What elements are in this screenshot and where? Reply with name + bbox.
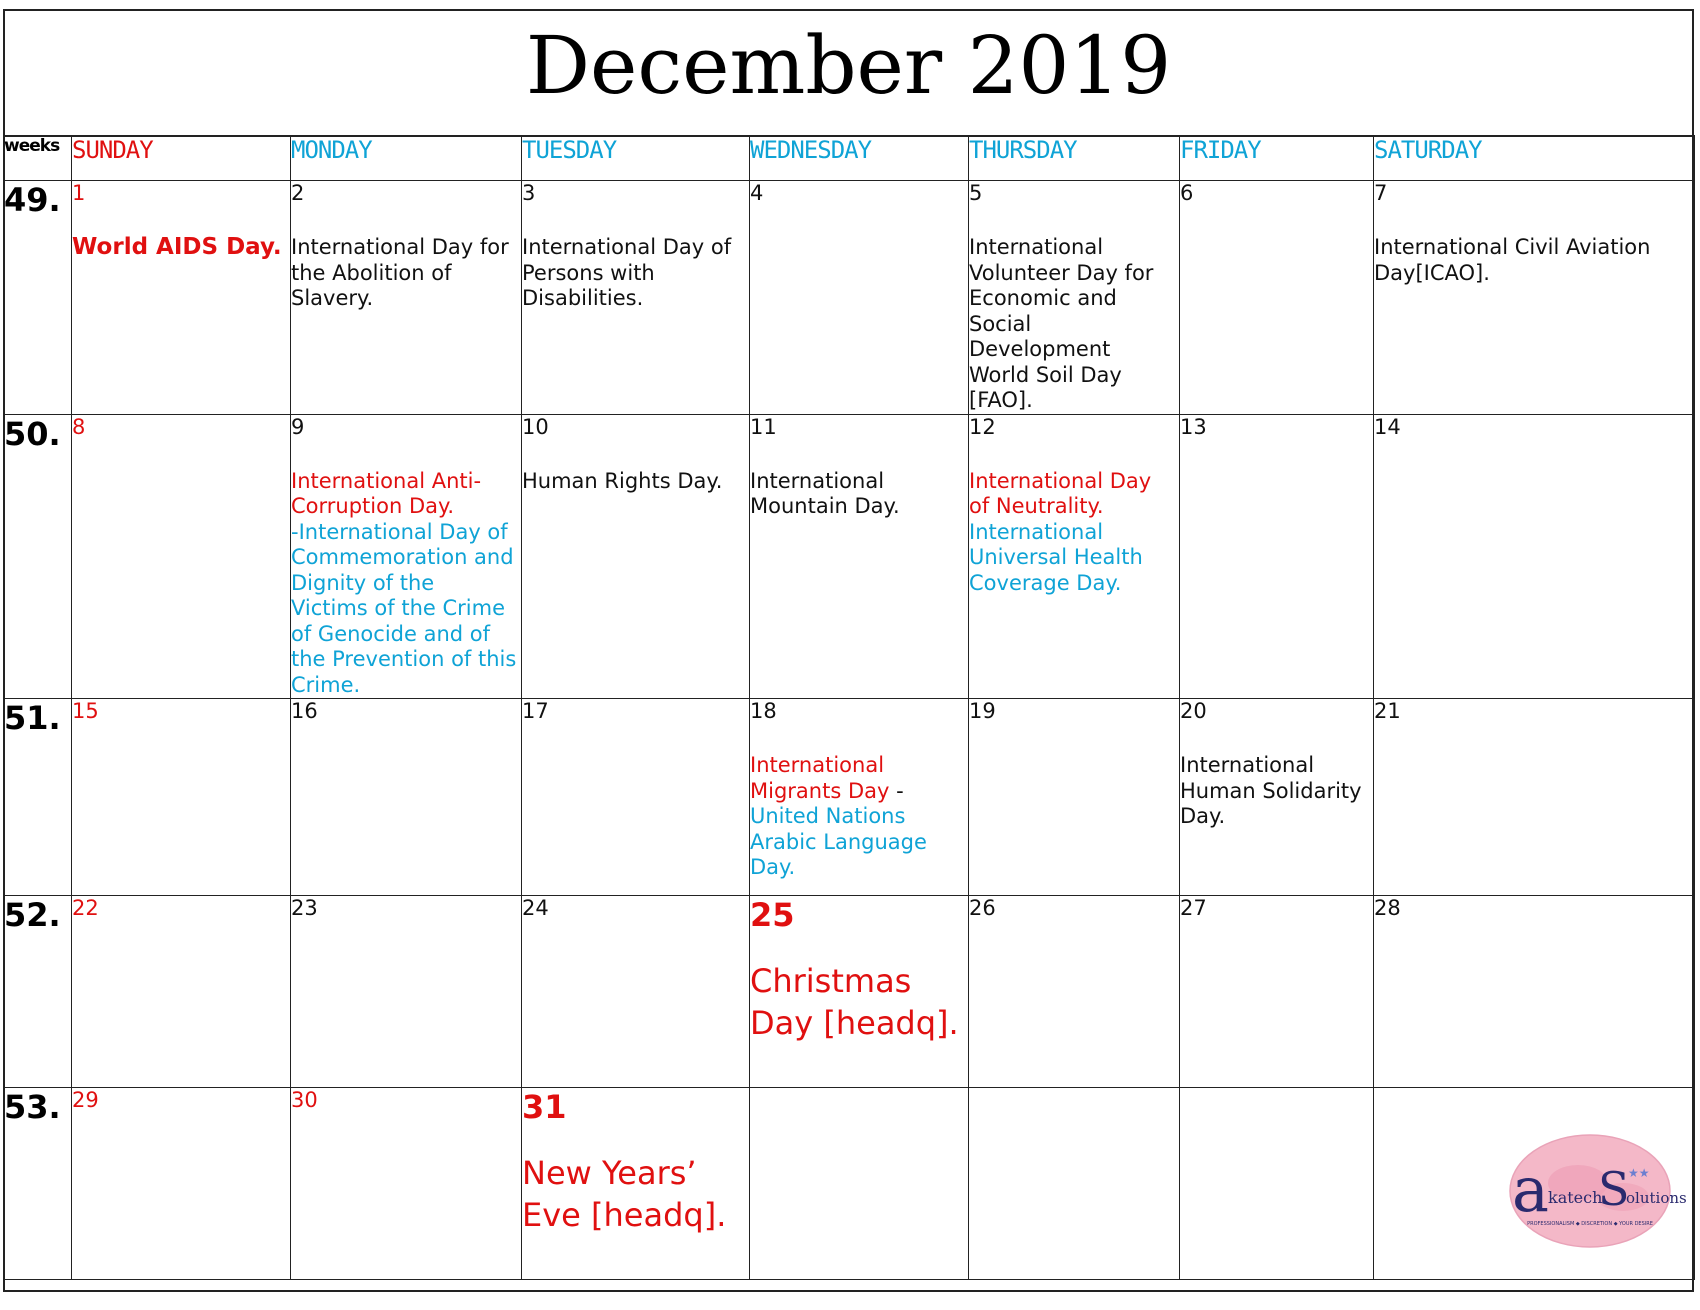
weekday-header-row (4, 136, 1695, 181)
day-events (291, 235, 521, 312)
day-cell[interactable] (522, 414, 750, 699)
calendar-grid (3, 135, 1695, 1280)
day-number (1180, 1088, 1373, 1118)
day-number: 26 (969, 896, 996, 920)
event-text: -International Day of Commemoration and Dignity of the Victims of the Crime of Genocide and of the Prevention of this Crime. (291, 519, 517, 697)
event-text: United Nations Arabic Language Day. (750, 804, 927, 879)
weekday-header-tuesday: TUESDAY (522, 136, 750, 181)
svg-text:a: a (1512, 1153, 1549, 1226)
weekday-header-friday: FRIDAY (1180, 136, 1374, 181)
event-text: International Human Solidarity Day. (1180, 753, 1362, 828)
day-cell[interactable] (72, 699, 291, 896)
day-cell[interactable] (291, 1088, 522, 1280)
week-number: 52. (4, 896, 72, 1088)
day-events (750, 960, 968, 1044)
weekday-header-saturday: SATURDAY (1374, 136, 1695, 181)
event-text: International Day of Persons with Disabilities. (522, 235, 732, 310)
day-number: 3 (522, 181, 536, 205)
day-number: 1 (72, 181, 86, 205)
day-cell[interactable] (969, 699, 1180, 896)
week-row (4, 699, 1695, 896)
week-row (4, 181, 1695, 415)
day-number: 7 (1374, 181, 1388, 205)
logo-tagline: PROFESSIONALISM ◆ DISCRETION ◆ YOUR DESIRE (1527, 1221, 1653, 1227)
day-number: 10 (522, 414, 549, 439)
day-cell[interactable] (969, 414, 1180, 699)
day-cell[interactable] (72, 1088, 291, 1280)
day-events (72, 235, 290, 261)
event-text: International Day for the Abolition of Slavery. (291, 235, 509, 310)
event-text: International Migrants Day (750, 753, 890, 803)
day-number: 15 (72, 699, 99, 723)
day-number: 29 (72, 1088, 99, 1112)
day-number: 17 (522, 699, 549, 723)
svg-text:★★: ★★ (1628, 1166, 1650, 1180)
svg-text:katech: katech (1548, 1188, 1603, 1207)
day-cell[interactable] (750, 896, 969, 1088)
event-text: International Day of Neutrality. (969, 468, 1152, 518)
day-number: 16 (291, 699, 318, 723)
day-number (969, 1088, 1179, 1118)
weekday-header-sunday: SUNDAY (72, 136, 291, 181)
day-cell[interactable] (750, 414, 969, 699)
day-cell[interactable] (1180, 181, 1374, 415)
day-cell[interactable] (291, 699, 522, 896)
day-number (1374, 1088, 1694, 1118)
day-cell[interactable] (1374, 699, 1695, 896)
day-number: 27 (1180, 896, 1207, 920)
day-cell[interactable] (291, 181, 522, 415)
day-events (522, 1152, 749, 1236)
day-events (969, 235, 1179, 414)
day-number: 19 (969, 699, 996, 723)
day-events (750, 469, 968, 520)
week-number: 49. (4, 181, 72, 415)
week-number: 53. (4, 1088, 72, 1280)
day-number: 12 (969, 414, 996, 439)
day-events (291, 469, 521, 699)
day-number: 28 (1374, 896, 1401, 920)
week-row (4, 414, 1695, 699)
week-row (4, 896, 1695, 1088)
day-events (1374, 235, 1694, 286)
day-cell[interactable] (750, 181, 969, 415)
event-text: Christmas Day [headq]. (750, 962, 959, 1042)
event-text: World AIDS Day. (72, 234, 282, 260)
day-cell[interactable] (522, 181, 750, 415)
week-number: 50. (4, 414, 72, 699)
day-events (750, 753, 968, 881)
weekday-header-monday: MONDAY (291, 136, 522, 181)
day-cell[interactable] (969, 896, 1180, 1088)
day-number: 14 (1374, 414, 1401, 439)
day-events (522, 469, 749, 495)
day-number: 6 (1180, 181, 1194, 205)
day-number: 24 (522, 896, 549, 920)
event-text: Human Rights Day. (522, 468, 723, 493)
day-cell[interactable] (1374, 414, 1695, 699)
day-cell[interactable] (291, 414, 522, 699)
day-cell[interactable] (72, 896, 291, 1088)
day-cell[interactable] (522, 1088, 750, 1280)
day-events (522, 235, 749, 312)
akatech-solutions-logo (1508, 1133, 1687, 1253)
weekday-header-thursday: THURSDAY (969, 136, 1180, 181)
event-text: International Anti-Corruption Day. (291, 468, 482, 518)
svg-text:S: S (1598, 1162, 1630, 1216)
day-cell[interactable] (750, 1088, 969, 1280)
day-cell[interactable] (1374, 896, 1695, 1088)
week-number: 51. (4, 699, 72, 896)
day-number: 31 (522, 1088, 567, 1126)
event-text: - (889, 778, 904, 803)
event-text: International Volunteer Day for Economic and Social Development World Soil Day [FAO]. (969, 235, 1154, 412)
event-text: New Years’ Eve [headq]. (522, 1154, 727, 1234)
day-number: 2 (291, 181, 305, 205)
day-cell[interactable] (750, 699, 969, 896)
day-number (750, 1088, 968, 1118)
day-cell[interactable] (1180, 699, 1374, 896)
day-cell[interactable] (1180, 896, 1374, 1088)
day-cell[interactable] (1180, 414, 1374, 699)
day-cell[interactable] (522, 699, 750, 896)
day-number: 22 (72, 896, 99, 920)
week-row (4, 1088, 1695, 1280)
day-number: 21 (1374, 699, 1401, 723)
event-text: International Civil Aviation Day[ICAO]. (1374, 235, 1651, 285)
day-cell[interactable] (1180, 1088, 1374, 1280)
day-number: 20 (1180, 699, 1207, 723)
day-number: 8 (72, 414, 86, 439)
event-text: International Mountain Day. (750, 468, 900, 518)
calendar-title: December 2019 (5, 11, 1692, 137)
weeks-header: weeks (4, 136, 72, 181)
weekday-header-wednesday: WEDNESDAY (750, 136, 969, 181)
day-number: 4 (750, 181, 764, 205)
day-events (1180, 753, 1373, 830)
day-cell[interactable] (1374, 181, 1695, 415)
event-text: International Universal Health Coverage Day. (969, 519, 1143, 595)
day-cell[interactable] (969, 181, 1180, 415)
day-cell[interactable] (969, 1088, 1180, 1280)
day-number: 11 (750, 414, 777, 439)
day-number: 30 (291, 1088, 318, 1112)
day-number: 13 (1180, 414, 1207, 439)
day-number: 18 (750, 699, 777, 723)
day-cell[interactable] (522, 896, 750, 1088)
svg-text:olutions: olutions (1626, 1189, 1687, 1207)
calendar (3, 9, 1694, 1292)
day-cell[interactable] (291, 896, 522, 1088)
day-number: 5 (969, 181, 983, 205)
day-number: 23 (291, 896, 318, 920)
day-number: 25 (750, 896, 795, 934)
day-number: 9 (291, 414, 305, 439)
day-events (969, 469, 1179, 597)
day-cell[interactable] (72, 414, 291, 699)
day-cell[interactable] (72, 181, 291, 415)
